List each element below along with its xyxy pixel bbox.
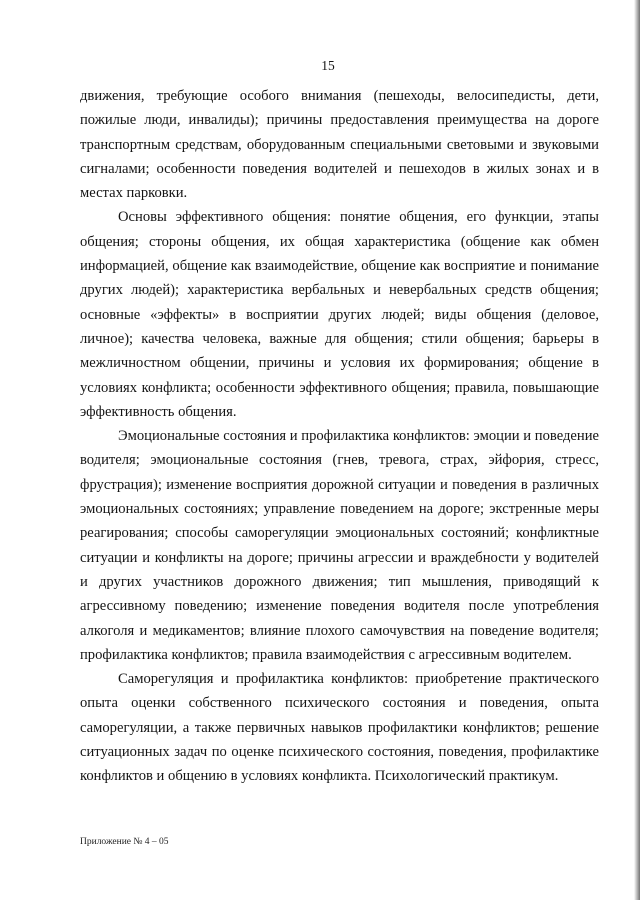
body-text <box>80 84 599 789</box>
page-footer: Приложение № 4 – 05 <box>80 837 169 847</box>
paragraph-emotional-states: Эмоциональные состояния и профилактика конфликтов: эмоции и поведение водителя; эмоциональные состояния (гнев, тревога, страх, эйфория, стресс, фрустрация); изменение восприятия дорожной ситуации и поведения в различных эмоциональных состояниях; управление поведением на дороге; экстренные меры реагирования; способы саморегуляции эмоциональных состояний; конфликтные ситуации и конфликты на дороге; причины агрессии и враждебности у водителей и других участников дорожного движения; тип мышления, приводящий к агрессивному поведению; изменение поведения водителя после употребления алкоголя и медикаментов; влияние плохого самочувствия на поведение водителя; профилактика конфликтов; правила взаимодействия с агрессивным водителем. <box>80 428 599 663</box>
paragraph-communication-basics: Основы эффективного общения: понятие общения, его функции, этапы общения; стороны общения, их общая характеристика (общение как обмен информацией, общение как взаимодействие, общение как восприятие и понимание других людей); характеристика вербальных и невербальных средств общения; основные «эффекты» в восприятии других людей; виды общения (деловое, личное); качества человека, важные для общения; стили общения; барьеры в межличностном общении, причины и условия их формирования; общение в условиях конфликта; особенности эффективного общения; правила, повышающие эффективность общения. <box>80 209 599 420</box>
paragraph-self-regulation: Саморегуляция и профилактика конфликтов: приобретение практического опыта оценки собственного психического состояния и поведения, опыта саморегуляции, а также первичных навыков профилактики конфликтов; решение ситуационных задач по оценке психического состояния, поведения, профилактике конфликтов и общению в условиях конфликта. Психологический практикум. <box>80 671 599 785</box>
scan-edge-shadow <box>634 0 640 900</box>
paragraph-continuation: движения, требующие особого внимания (пешеходы, велосипедисты, дети, пожилые люди, инвалиды); причины предоставления преимущества на дороге транспортным средствам, оборудованным специальными световыми и звуковыми сигналами; особенности поведения водителей и пешеходов в жилых зонах и в местах парковки. <box>80 88 599 202</box>
page-number: 15 <box>321 58 335 73</box>
